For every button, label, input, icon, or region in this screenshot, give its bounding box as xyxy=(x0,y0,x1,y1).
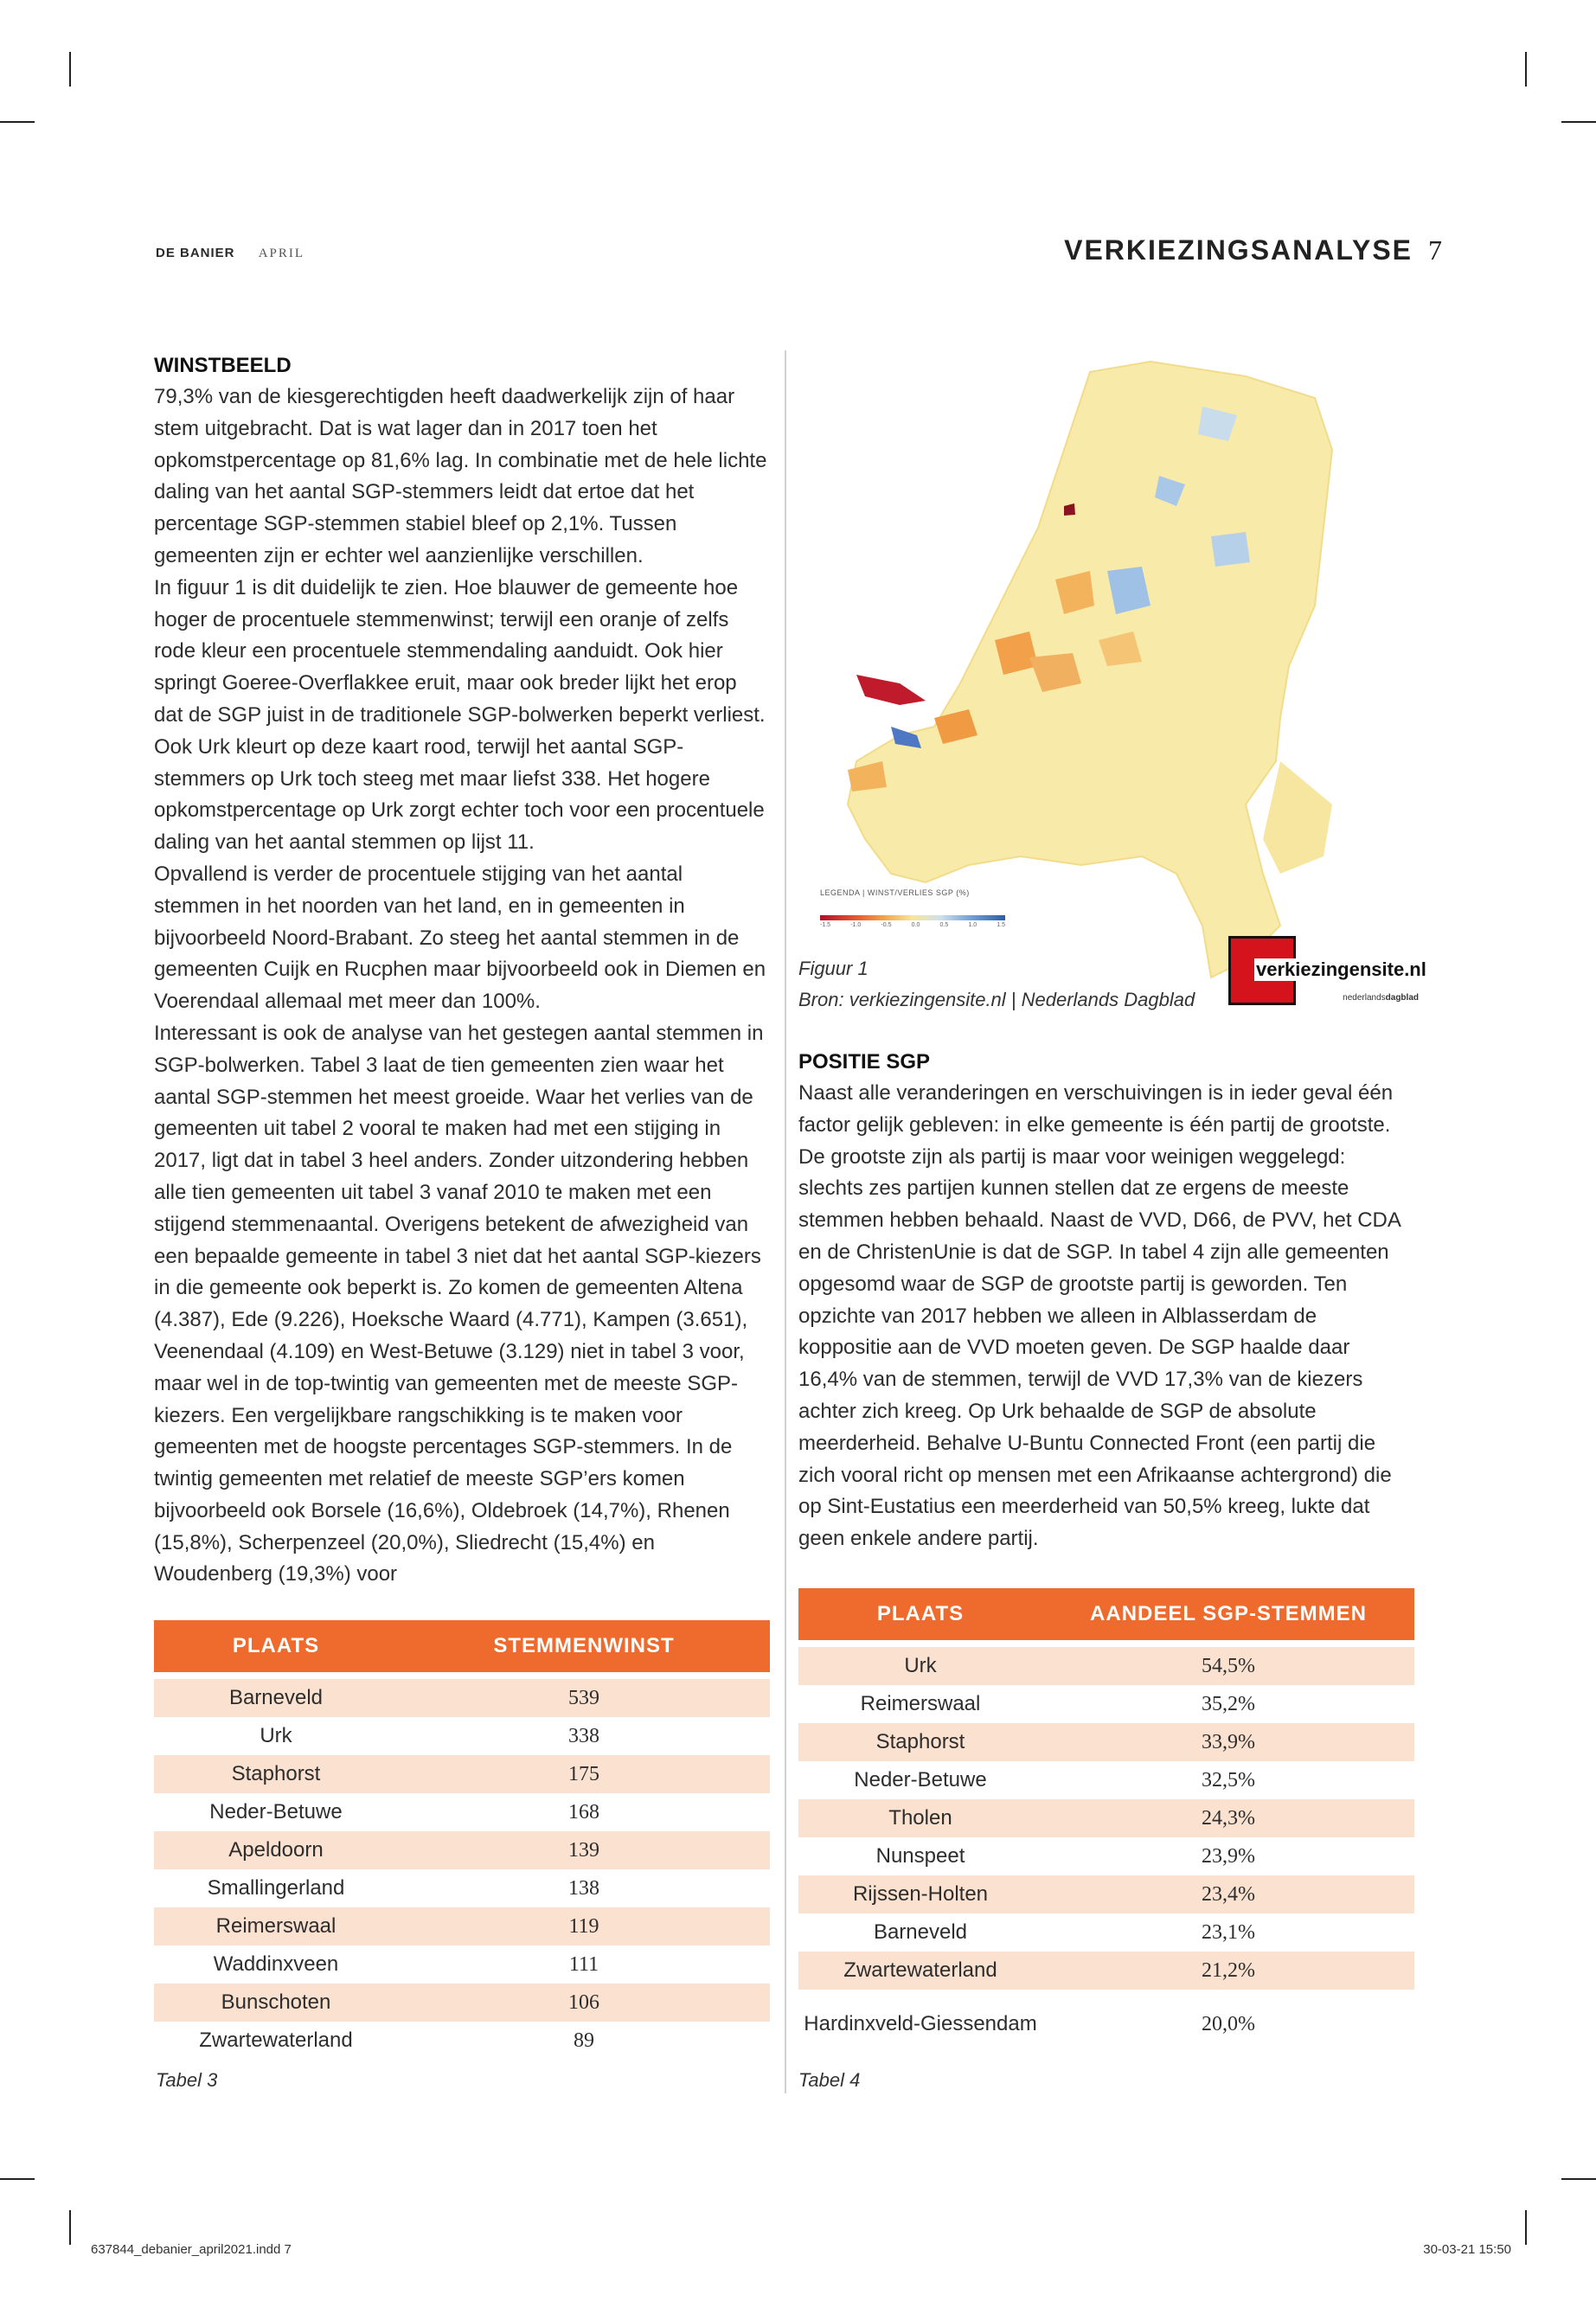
table-row xyxy=(154,1679,770,1717)
table-row xyxy=(798,1647,1414,1685)
crop-mark xyxy=(69,2210,71,2245)
column-header: AANDEEL SGP-STEMMEN xyxy=(1042,1588,1414,1640)
map-legend-colorbar xyxy=(820,915,1005,920)
logo-sublabel xyxy=(1343,993,1419,1003)
table-row xyxy=(154,2022,770,2060)
table-row xyxy=(798,1875,1414,1913)
cell-place: Staphorst xyxy=(154,1755,398,1793)
table-4-caption: Tabel 4 xyxy=(798,2069,861,2091)
cell-value: 168 xyxy=(568,1800,599,1823)
cell-value: 89 xyxy=(574,2029,594,2052)
table-row xyxy=(154,1907,770,1945)
table-4 xyxy=(798,1588,1414,2059)
cell-place: Neder-Betuwe xyxy=(209,1800,343,1823)
cell-value: 138 xyxy=(568,1876,599,1900)
section-heading-positie-sgp: POSITIE SGP xyxy=(798,1050,931,1074)
cell-place: Reimerswaal xyxy=(860,1692,981,1715)
cell-value: 539 xyxy=(398,1679,770,1717)
cell-place: Waddinxveen xyxy=(213,1952,339,1976)
section-title: VERKIEZINGSANALYSE xyxy=(1064,234,1413,266)
table-row xyxy=(798,1990,1414,2059)
legend-tick: 1.0 xyxy=(968,922,977,928)
page-number: 7 xyxy=(1428,234,1442,266)
cell-value: 21,2% xyxy=(1042,1952,1414,1990)
cell-place: Neder-Betuwe xyxy=(854,1768,987,1791)
cell-place: Barneveld xyxy=(154,1679,398,1717)
crop-mark xyxy=(1561,121,1596,123)
column-header: STEMMENWINST xyxy=(398,1620,770,1672)
table-row xyxy=(798,1723,1414,1761)
footer-file-slug: 637844_debanier_april2021.indd 7 xyxy=(91,2242,292,2257)
figure-source: Bron: verkiezingensite.nl | Nederlands Dagblad xyxy=(798,989,1195,1010)
cell-value: 33,9% xyxy=(1042,1723,1414,1761)
cell-place: Reimerswaal xyxy=(154,1907,398,1945)
body-paragraph: Opvallend is verder de procentuele stijging van het aantal stemmen in het noorden van het land, en in gemeenten in bijvoorbeeld Noord-Brabant. Zo steeg het aantal stemmen in de gemeenten Cuijk en Rucphen maar bijvoorbeeld ook in Diemen en Voerendaal allemaal met meer dan 100%. xyxy=(154,862,766,1014)
table-row xyxy=(154,1717,770,1755)
table-row xyxy=(154,1793,770,1831)
cell-place: Zwartewaterland xyxy=(199,2029,353,2052)
running-header xyxy=(156,246,304,261)
cell-value: 35,2% xyxy=(1202,1692,1255,1715)
table-3 xyxy=(154,1620,770,2060)
table-row xyxy=(154,1755,770,1793)
left-column xyxy=(154,350,768,1591)
figure-caption xyxy=(798,953,1195,1016)
cell-value: 175 xyxy=(398,1755,770,1793)
table-3-caption: Tabel 3 xyxy=(156,2069,218,2091)
cell-place: Zwartewaterland xyxy=(798,1952,1042,1990)
logo-text: verkiezingensite.nl xyxy=(1256,958,1426,980)
right-column xyxy=(798,1047,1414,1555)
legend-tick: 1.5 xyxy=(997,922,1005,928)
crop-mark xyxy=(1561,2178,1596,2180)
cell-value: 23,1% xyxy=(1202,1920,1255,1944)
netherlands-map xyxy=(796,355,1401,1012)
cell-place: Nunspeet xyxy=(875,1844,965,1868)
body-paragraph: Naast alle veranderingen en verschuivingen is in ieder geval één factor gelijk gebleven: in elke gemeente is één partij de grootste. De grootste zijn als partij is maar voor weinigen weggelegd: slechts zes partijen kunnen stellen dat ze ergens de meeste stemmen hebben behaald. Naast de VVD, D66, de PVV, het CDA en de ChristenUnie is dat de SGP. In tabel 4 zijn alle gemeenten opgesomd waar de SGP de grootste partij is geworden. Ten opzichte van 2017 hebben we alleen in Alblasserdam de koppositie aan de VVD moeten geven. De SGP haalde daar 16,4% van de stemmen, terwijl de VVD 17,3% van de kiezers achter zich kreeg. Op Urk behaalde de SGP de absolute meerderheid. Behalve U-Buntu Connected Front (een partij die zich vooral richt op mensen met een Afrikaanse achtergrond) die op Sint-Eustatius een meerderheid van 50,5% kreeg, lukte dat geen enkele andere partij. xyxy=(798,1081,1401,1551)
cell-value: 20,0% xyxy=(1202,2012,1255,2035)
table-row xyxy=(798,1685,1414,1723)
column-header: PLAATS xyxy=(154,1620,398,1672)
legend-tick: -1.0 xyxy=(850,922,862,928)
cell-place: Hardinxveld-Giessendam xyxy=(804,2012,1037,2035)
crop-mark xyxy=(1525,52,1527,87)
table-row xyxy=(798,1952,1414,1990)
cell-place: Smallingerland xyxy=(207,1876,345,1900)
publication-name: DE BANIER xyxy=(156,246,235,260)
table-row xyxy=(798,1761,1414,1799)
legend-tick: 0.0 xyxy=(911,922,920,928)
footer-datetime: 30-03-21 15:50 xyxy=(1423,2242,1511,2257)
logo-sub-bold: dagblad xyxy=(1385,993,1419,1003)
cell-place: Staphorst xyxy=(798,1723,1042,1761)
cell-place: Barneveld xyxy=(873,1920,968,1944)
legend-tick: -0.5 xyxy=(881,922,892,928)
table-row xyxy=(154,1945,770,1984)
map-legend-ticks xyxy=(820,922,1005,928)
map-landmass xyxy=(848,362,1332,977)
map-region-orange xyxy=(848,761,887,792)
body-paragraph: In figuur 1 is dit duidelijk te zien. Hoe blauwer de gemeente hoe hoger de procentuele stemmenwinst; terwijl een oranje of zelfs rode kleur een procentuele stemmendaling aanduidt. Ook hier springt Goeree-Overflakkee eruit, maar ook breder lijkt het erop dat de SGP juist in de traditionele SGP-bolwerken beperkt verliest. Ook Urk kleurt op deze kaart rood, terwijl het aantal SGP-stemmers op Urk toch steeg met maar liefst 338. Het hogere opkomstpercentage op Urk zorgt echter toch voor een procentuele daling van het aantal stemmen op lijst 11. xyxy=(154,575,766,855)
cell-place: Urk xyxy=(798,1647,1042,1685)
cell-place: Apeldoorn xyxy=(154,1831,398,1869)
crop-mark xyxy=(1525,2210,1527,2245)
cell-place: Urk xyxy=(260,1724,292,1747)
crop-mark xyxy=(0,121,35,123)
cell-value: 23,4% xyxy=(1042,1875,1414,1913)
table-row xyxy=(154,1984,770,2022)
map-region xyxy=(1263,761,1332,874)
logo-sub-prefix: nederlands xyxy=(1343,993,1386,1003)
map-region-blue xyxy=(1211,532,1250,567)
map-region-red xyxy=(856,675,926,705)
table-row xyxy=(154,1869,770,1907)
body-paragraph: Interessant is ook de analyse van het gestegen aantal stemmen in SGP-bolwerken. Tabel 3 laat de tien gemeenten zien waar het aantal SGP-stemmen het meest groeide. Waar het verlies van de gemeenten uit tabel 2 vooral te maken had met een stijging in 2017, ligt dat in tabel 3 heel anders. Zonder uitzondering hebben alle tien gemeenten uit tabel 3 vanaf 2010 te maken met een stijgend stemmenaantal. Overigens betekent de afwezigheid van een bepaalde gemeente in tabel 3 niet dat het aantal SGP-kiezers in die gemeente ook beperkt is. Zo komen de gemeenten Altena (4.387), Ede (9.226), Hoeksche Waard (4.771), Kampen (3.651), Veenendaal (4.109) en West-Betuwe (3.129) niet in tabel 3 voor, maar wel in de top-twintig van gemeenten met de meeste SGP-kiezers. Een vergelijkbare rangschikking is te maken voor gemeenten met de hoogste percentages SGP-stemmers. In de twintig gemeenten met relatief de meeste SGP’ers komen bijvoorbeeld ook Borsele (16,6%), Oldebroek (14,7%), Rhenen (15,8%), Scherpenzeel (20,0%), Sliedrecht (15,4%) en Woudenberg (19,3%) voor xyxy=(154,1021,764,1586)
verkiezingensite-logo xyxy=(1228,936,1426,1005)
legend-tick: 0.5 xyxy=(939,922,949,928)
table-header-row xyxy=(154,1620,770,1672)
cell-place: Rijssen-Holten xyxy=(798,1875,1042,1913)
cell-value: 111 xyxy=(568,1952,599,1976)
cell-value: 32,5% xyxy=(1202,1768,1255,1791)
crop-mark xyxy=(69,52,71,87)
map-legend-title: LEGENDA | WINST/VERLIES SGP (%) xyxy=(820,888,970,897)
legend-tick: -1.5 xyxy=(820,922,831,928)
cell-value: 54,5% xyxy=(1042,1647,1414,1685)
table-row xyxy=(798,1799,1414,1837)
cell-place: Bunschoten xyxy=(154,1984,398,2022)
issue-month: APRIL xyxy=(258,247,305,260)
body-paragraph: 79,3% van de kiesgerechtigden heeft daadwerkelijk zijn of haar stem uitgebracht. Dat is wat lager dan in 2017 toen het opkomstpercentage op 81,6% lag. In combinatie met de hele lichte daling van het aantal SGP-stemmers leidt dat ertoe dat het percentage SGP-stemmen stabiel bleef op 2,1%. Tussen gemeenten zijn er echter wel aanzienlijke verschillen. xyxy=(154,385,767,567)
table-row xyxy=(798,1837,1414,1875)
column-divider xyxy=(785,350,786,2093)
cell-value: 338 xyxy=(568,1724,599,1747)
cell-value: 24,3% xyxy=(1042,1799,1414,1837)
section-heading-winstbeeld: WINSTBEELD xyxy=(154,354,292,377)
table-header-row xyxy=(798,1588,1414,1640)
cell-value: 119 xyxy=(398,1907,770,1945)
column-header: PLAATS xyxy=(798,1588,1042,1640)
cell-value: 23,9% xyxy=(1202,1844,1255,1868)
crop-mark xyxy=(0,2178,35,2180)
cell-place: Tholen xyxy=(798,1799,1042,1837)
figure-label: Figuur 1 xyxy=(798,958,869,979)
cell-value: 106 xyxy=(398,1984,770,2022)
table-row xyxy=(798,1913,1414,1952)
table-row xyxy=(154,1831,770,1869)
cell-value: 139 xyxy=(398,1831,770,1869)
